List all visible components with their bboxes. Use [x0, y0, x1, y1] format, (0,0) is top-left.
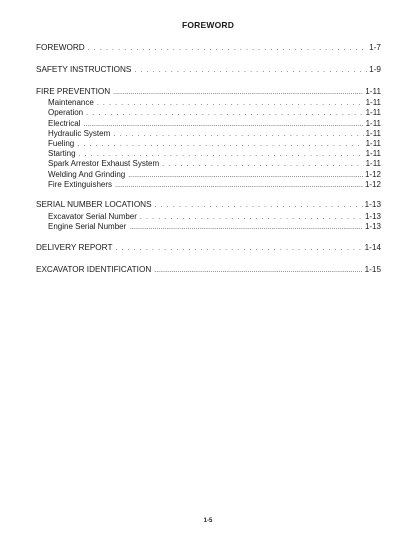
toc-subentry-label: Engine Serial Number — [48, 222, 127, 232]
toc-section-excavator-identification — [36, 264, 381, 277]
dot-leader — [83, 120, 363, 130]
toc-subentry-label: Maintenance — [48, 98, 94, 108]
toc-entry[interactable] — [36, 242, 381, 255]
toc-subentry[interactable] — [36, 212, 381, 222]
toc-subentry[interactable] — [36, 159, 381, 169]
dot-leader — [140, 213, 363, 223]
toc-entry-page: 1-13 — [364, 200, 381, 210]
dot-leader — [113, 87, 363, 100]
toc-entry[interactable] — [36, 199, 381, 212]
toc-subentry-page: 1-11 — [365, 98, 381, 108]
toc-entry[interactable] — [36, 64, 381, 77]
toc-subentry[interactable] — [36, 149, 381, 159]
toc-subentry-label: Electrical — [48, 118, 81, 128]
toc-entry[interactable] — [36, 86, 381, 99]
dot-leader — [115, 243, 362, 256]
toc-section-delivery-report — [36, 242, 381, 255]
toc-subentry-page: 1-11 — [365, 159, 381, 169]
toc-subentry-label: Fueling — [48, 139, 75, 149]
toc-entry-label: SERIAL NUMBER LOCATIONS — [36, 200, 152, 210]
toc-subentry-page: 1-13 — [364, 222, 381, 232]
toc-subentry[interactable] — [36, 139, 381, 149]
toc-entry-page: 1-7 — [369, 43, 381, 52]
toc-entry-page: 1-15 — [364, 264, 381, 274]
toc-section-safety-instructions — [36, 64, 381, 77]
toc-subentry[interactable] — [36, 108, 381, 118]
toc-subentry[interactable] — [36, 119, 381, 129]
toc-entry-label: FOREWORD — [36, 43, 85, 52]
toc-entry-label: DELIVERY REPORT — [36, 242, 113, 252]
toc-subentry-page: 1-11 — [365, 118, 381, 128]
toc-subentry-page: 1-11 — [365, 149, 381, 159]
toc-subentry-page: 1-12 — [364, 179, 381, 189]
page-number: 1-5 — [203, 518, 213, 524]
toc-subentry-label: Excavator Serial Number — [48, 211, 137, 221]
toc-subentry[interactable] — [36, 98, 381, 108]
dot-leader — [115, 181, 363, 191]
toc-entry-label: EXCAVATOR IDENTIFICATION — [36, 264, 152, 274]
toc-entry-label: FIRE PREVENTION — [36, 86, 111, 96]
toc-subentry-label: Welding And Grinding — [48, 169, 126, 179]
toc-subentry-label: Starting — [48, 149, 76, 159]
toc-subentry-label: Fire Extinguishers — [48, 179, 113, 189]
dot-leader — [88, 43, 367, 56]
dot-leader — [134, 65, 367, 78]
page-title: FOREWORD — [181, 20, 235, 30]
dot-leader — [77, 140, 363, 150]
table-of-contents — [36, 42, 381, 276]
toc-subentry-page: 1-13 — [364, 211, 381, 221]
toc-subentry-page: 1-11 — [365, 128, 381, 138]
toc-subentry-label: Spark Arrestor Exhaust System — [48, 159, 160, 169]
toc-section-serial-number-locations — [36, 199, 381, 232]
toc-subentry-page: 1-11 — [365, 139, 381, 149]
dot-leader — [86, 109, 363, 119]
toc-subentry-label: Operation — [48, 108, 84, 118]
toc-subentry[interactable] — [36, 170, 381, 180]
toc-section-foreword — [36, 42, 381, 55]
dot-leader — [128, 171, 363, 181]
toc-entry-page: 1-11 — [365, 86, 381, 96]
dot-leader — [155, 200, 363, 213]
toc-entry-page: 1-9 — [369, 64, 381, 74]
dot-leader — [113, 130, 363, 140]
toc-subentry-label: Hydraulic System — [48, 128, 111, 138]
dot-leader — [162, 160, 363, 170]
toc-subentry-page: 1-12 — [364, 169, 381, 179]
toc-subentry-page: 1-11 — [365, 108, 381, 118]
toc-entry-label: SAFETY INSTRUCTIONS — [36, 64, 132, 74]
toc-section-fire-prevention — [36, 86, 381, 190]
dot-leader — [97, 99, 364, 109]
toc-entry[interactable] — [36, 42, 381, 55]
toc-entry[interactable] — [36, 264, 381, 277]
toc-subentry[interactable] — [36, 129, 381, 139]
toc-entry-page: 1-14 — [364, 242, 381, 252]
dot-leader — [129, 223, 363, 233]
dot-leader — [154, 265, 362, 278]
toc-subentry[interactable] — [36, 222, 381, 232]
toc-subentry[interactable] — [36, 180, 381, 190]
